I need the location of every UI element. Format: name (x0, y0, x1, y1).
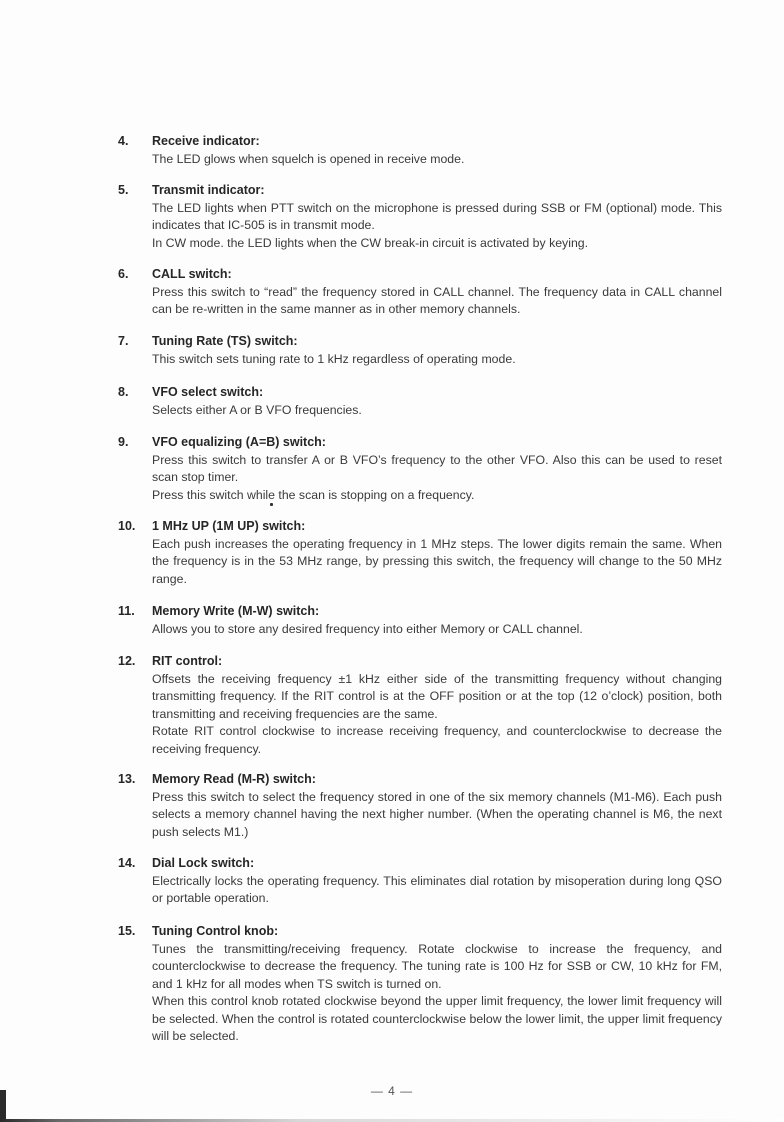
item-description: The LED lights when PTT switch on the microphone is pressed during SSB or FM (optional) mode. This indicates that IC-505 is in transmit mode. (152, 200, 722, 232)
item-number: 8. (118, 385, 129, 399)
item-content (152, 333, 722, 368)
item-content (152, 771, 722, 841)
item-number: 7. (118, 334, 129, 348)
item-content (152, 266, 722, 319)
item-title: 1 MHz UP (1M UP) switch: (152, 519, 306, 533)
item-number: 6. (118, 267, 129, 281)
item-description: Allows you to store any desired frequency into either Memory or CALL channel. (152, 621, 583, 636)
item-description: Press this switch to transfer A or B VFO’s frequency to the other VFO. Also this can be used to reset scan stop timer. (152, 452, 722, 484)
item-description: The LED glows when squelch is opened in receive mode. (152, 151, 465, 166)
item-title: Memory Read (M-R) switch: (152, 772, 316, 786)
item-description: When this control knob rotated clockwise beyond the upper limit frequency, the lower limit frequency will be selected. When the control is rotated counterclockwise below the lower limit, the upper limit frequency will be selected. (152, 994, 722, 1043)
item-content (152, 434, 722, 504)
item-content (152, 653, 722, 758)
item-number: 12. (118, 654, 136, 668)
item-number: 15. (118, 924, 136, 938)
item-description: Press this switch to “read” the frequency stored in CALL channel. The frequency data in CALL channel can be re-written in the same manner as in other memory channels. (152, 284, 722, 316)
item-description: Tunes the transmitting/receiving frequency. Rotate clockwise to increase the frequency, and counterclockwise to decrease the frequency. The tuning rate is 100 Hz for SSB or CW, 10 kHz for FM, and 1 kHz for all modes when TS switch is turned on. (152, 941, 722, 991)
item-description: Electrically locks the operating frequency. This eliminates dial rotation by misoperation during long QSO or portable operation. (152, 873, 722, 905)
item-title: Tuning Rate (TS) switch: (152, 334, 298, 348)
item-description: Rotate RIT control clockwise to increase receiving frequency, and counterclockwise to decrease the receiving frequency. (152, 724, 722, 756)
item-title: RIT control: (152, 654, 223, 668)
scan-speck (270, 503, 273, 506)
item-title: Receive indicator: (152, 134, 260, 148)
item-content (152, 384, 722, 419)
item-title: Tuning Control knob: (152, 924, 279, 938)
item-description: In CW mode. the LED lights when the CW break-in circuit is activated by keying. (152, 235, 589, 250)
item-title: Memory Write (M-W) switch: (152, 604, 320, 618)
item-content (152, 518, 722, 588)
item-description: This switch sets tuning rate to 1 kHz regardless of operating mode. (152, 351, 516, 366)
item-title: CALL switch: (152, 267, 232, 281)
page-number-text: — 4 — (370, 1084, 414, 1098)
item-description: Press this switch while the scan is stopping on a frequency. (152, 487, 475, 502)
scan-edge-shadow (0, 1090, 6, 1122)
item-description: Selects either A or B VFO frequencies. (152, 402, 362, 417)
page-number (0, 1084, 784, 1098)
item-content (152, 923, 722, 1046)
item-description: Each push increases the operating frequency in 1 MHz steps. The lower digits remain the same. When the frequency is in the 53 MHz range, by pressing this switch, the frequency will change to the 50 MHz range. (152, 536, 722, 586)
item-content (152, 182, 722, 252)
item-title: VFO equalizing (A=B) switch: (152, 435, 326, 449)
item-title: Dial Lock switch: (152, 856, 255, 870)
item-title: Transmit indicator: (152, 183, 265, 197)
item-title: VFO select switch: (152, 385, 264, 399)
item-number: 9. (118, 435, 129, 449)
item-number: 13. (118, 772, 136, 786)
item-number: 14. (118, 856, 136, 870)
item-number: 11. (118, 604, 135, 618)
item-content (152, 603, 722, 638)
item-number: 5. (118, 183, 129, 197)
item-content (152, 133, 722, 168)
item-number: 4. (118, 134, 129, 148)
item-content (152, 855, 722, 908)
item-description: Press this switch to select the frequency stored in one of the six memory channels (M1-M6). Each push selects a memory channel having the next higher number. (When the operating channel is M6, the next push selects M1.) (152, 789, 722, 839)
item-number: 10. (118, 519, 136, 533)
item-description: Offsets the receiving frequency ±1 kHz either side of the transmitting frequency without changing transmitting frequency. If the RIT control is at the OFF position or at the top (12 o’clock) position, both transmitting and receiving frequencies are the same. (152, 671, 722, 721)
